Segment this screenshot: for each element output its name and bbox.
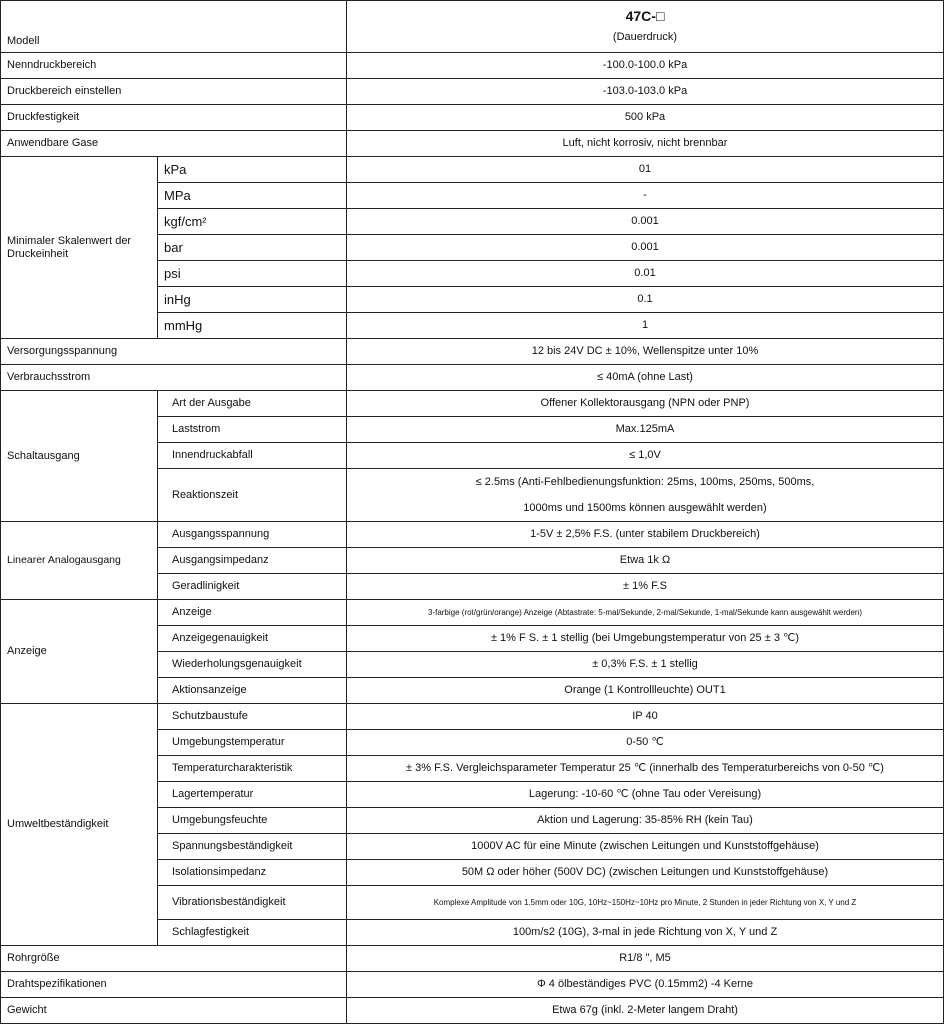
row-value: Luft, nicht korrosiv, nicht brennbar [347, 131, 944, 157]
sub-value: 50M Ω oder höher (500V DC) (zwischen Leitungen und Kunststoffgehäuse) [347, 860, 944, 886]
table-row [1, 105, 944, 131]
sub-label: Aktionsanzeige [158, 678, 347, 704]
sub-label: Geradlinigkeit [158, 574, 347, 600]
sub-value [347, 469, 944, 522]
model-row [1, 1, 944, 53]
sub-label: Vibrationsbeständigkeit [158, 886, 347, 920]
sub-label: Schutzbaustufe [158, 704, 347, 730]
sub-label: Innendruckabfall [158, 443, 347, 469]
model-value-cell [347, 1, 944, 53]
unit-label: inHg [158, 287, 347, 313]
table-row [1, 946, 944, 972]
unit-label: MPa [158, 183, 347, 209]
sub-value: 1000V AC für eine Minute (zwischen Leitungen und Kunststoffgehäuse) [347, 834, 944, 860]
row-value: ≤ 40mA (ohne Last) [347, 365, 944, 391]
table-row [1, 972, 944, 998]
sub-label: Temperaturcharakteristik [158, 756, 347, 782]
sub-value: ± 1% F.S [347, 574, 944, 600]
row-value: -100.0-100.0 kPa [347, 53, 944, 79]
sub-value: ± 3% F.S. Vergleichsparameter Temperatur 25 ℃ (innerhalb des Temperaturbereichs von 0-50 ℃) [347, 756, 944, 782]
row-label: Gewicht [1, 998, 347, 1024]
reaction-line-2: 1000ms und 1500ms können ausgewählt werden) [523, 502, 767, 514]
model-label: Modell [1, 1, 347, 53]
group-label-env: Umweltbeständigkeit [1, 704, 158, 946]
sub-value: Max.125mA [347, 417, 944, 443]
sub-label: Art der Ausgabe [158, 391, 347, 417]
row-value: Etwa 67g (inkl. 2-Meter langem Draht) [347, 998, 944, 1024]
row-label: Verbrauchsstrom [1, 365, 347, 391]
unit-value: 1 [347, 313, 944, 339]
unit-label: kgf/cm² [158, 209, 347, 235]
model-subtitle: (Dauerdruck) [612, 30, 678, 43]
sub-label: Wiederholungsgenauigkeit [158, 652, 347, 678]
table-row [1, 157, 944, 183]
row-label: Druckbereich einstellen [1, 79, 347, 105]
sub-label: Anzeige [158, 600, 347, 626]
sub-value: IP 40 [347, 704, 944, 730]
row-label: Druckfestigkeit [1, 105, 347, 131]
group-label-scale: Minimaler Skalenwert der Druckeinheit [1, 157, 158, 339]
group-label-switch: Schaltausgang [1, 391, 158, 522]
row-label: Nenndruckbereich [1, 53, 347, 79]
table-row [1, 391, 944, 417]
sub-value: ± 1% F S. ± 1 stellig (bei Umgebungstemperatur von 25 ± 3 ℃) [347, 626, 944, 652]
sub-label: Umgebungstemperatur [158, 730, 347, 756]
unit-value: 01 [347, 157, 944, 183]
sub-value: 0-50 ℃ [347, 730, 944, 756]
unit-label: mmHg [158, 313, 347, 339]
row-value: 12 bis 24V DC ± 10%, Wellenspitze unter 10% [347, 339, 944, 365]
sub-label: Isolationsimpedanz [158, 860, 347, 886]
sub-label: Ausgangsimpedanz [158, 548, 347, 574]
sub-value: ≤ 1,0V [347, 443, 944, 469]
unit-value: 0.001 [347, 235, 944, 261]
table-row [1, 998, 944, 1024]
sub-value: ± 0,3% F.S. ± 1 stellig [347, 652, 944, 678]
group-label-display: Anzeige [1, 600, 158, 704]
row-label: Versorgungsspannung [1, 339, 347, 365]
table-row [1, 522, 944, 548]
sub-value: Offener Kollektorausgang (NPN oder PNP) [347, 391, 944, 417]
sub-label: Anzeigegenauigkeit [158, 626, 347, 652]
sub-label: Laststrom [158, 417, 347, 443]
table-row [1, 600, 944, 626]
sub-value: Komplexe Amplitude von 1.5mm oder 10G, 10Hz~150Hz~10Hz pro Minute, 2 Stunden in jeder Richtung von X, Y und Z [347, 886, 944, 920]
unit-value: 0.1 [347, 287, 944, 313]
row-value: 500 kPa [347, 105, 944, 131]
table-row [1, 79, 944, 105]
sub-value: 3-farbige (rot/grün/orange) Anzeige (Abtastrate: 5-mal/Sekunde, 2-mal/Sekunde, 1-mal/Sekunde kann ausgewählt werden) [347, 600, 944, 626]
sub-value: Lagerung: -10-60 ℃ (ohne Tau oder Vereisung) [347, 782, 944, 808]
table-row [1, 704, 944, 730]
table-row [1, 365, 944, 391]
group-label-analog: Linearer Analogausgang [1, 522, 158, 600]
table-row [1, 53, 944, 79]
unit-label: psi [158, 261, 347, 287]
sub-label: Ausgangsspannung [158, 522, 347, 548]
row-value: -103.0-103.0 kPa [347, 79, 944, 105]
sub-value: 100m/s2 (10G), 3-mal in jede Richtung von X, Y und Z [347, 920, 944, 946]
reaction-line-1: ≤ 2.5ms (Anti-Fehlbedienungsfunktion: 25ms, 100ms, 250ms, 500ms, [475, 476, 815, 488]
unit-value: 0.001 [347, 209, 944, 235]
sub-label: Umgebungsfeuchte [158, 808, 347, 834]
sub-label: Spannungsbeständigkeit [158, 834, 347, 860]
table-row [1, 131, 944, 157]
sub-value: 1-5V ± 2,5% F.S. (unter stabilem Druckbereich) [347, 522, 944, 548]
sub-value: Orange (1 Kontrollleuchte) OUT1 [347, 678, 944, 704]
sub-label: Reaktionszeit [158, 469, 347, 522]
sub-value: Etwa 1k Ω [347, 548, 944, 574]
row-value: Φ 4 ölbeständiges PVC (0.15mm2) -4 Kerne [347, 972, 944, 998]
sub-label: Lagertemperatur [158, 782, 347, 808]
table-row [1, 339, 944, 365]
row-label: Anwendbare Gase [1, 131, 347, 157]
sub-value: Aktion und Lagerung: 35-85% RH (kein Tau) [347, 808, 944, 834]
row-label: Drahtspezifikationen [1, 972, 347, 998]
unit-value: - [347, 183, 944, 209]
row-value: R1/8 ", M5 [347, 946, 944, 972]
unit-value: 0.01 [347, 261, 944, 287]
unit-label: kPa [158, 157, 347, 183]
row-label: Rohrgröße [1, 946, 347, 972]
unit-label: bar [158, 235, 347, 261]
sub-label: Schlagfestigkeit [158, 920, 347, 946]
model-name: 47C-□ [625, 7, 665, 24]
